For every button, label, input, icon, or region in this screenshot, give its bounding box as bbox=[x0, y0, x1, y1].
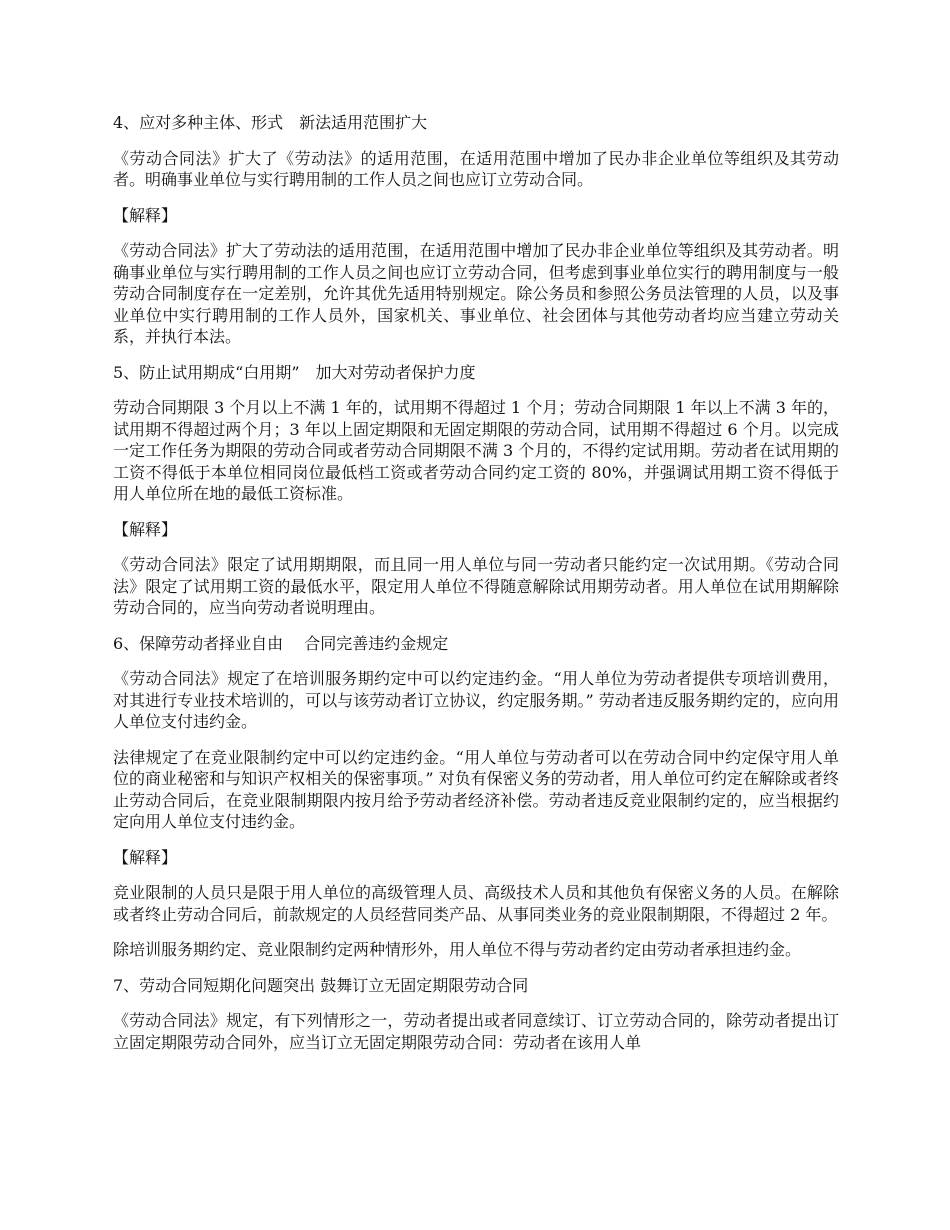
paragraph: 《劳动合同法》规定了在培训服务期约定中可以约定违约金。“用人单位为劳动者提供专项培训费用，对其进行专业技术培训的，可以与该劳动者订立协议，约定服务期。” 劳动者违反服务期约定的，应向用人单位支付违约金。 bbox=[113, 669, 839, 731]
paragraph: 劳动合同期限 3 个月以上不满 1 年的，试用期不得超过 1 个月；劳动合同期限 1 年以上不满 3 年的，试用期不得超过两个月；3 年以上固定期限和无固定期限的劳动合同，试用期不得超过 6 个月。以完成一定工作任务为期限的劳动合同或者劳动合同期限不满 3 个月的，不得约定试用期。劳动者在试用期的工资不得低于本单位相同岗位最低档工资或者劳动合同约定工资的 80%，并强调试用期工资不得低于用人单位所在地的最低工资标准。 bbox=[113, 398, 839, 503]
explanation-label: 【解释】 bbox=[113, 205, 178, 225]
paragraph: 法律规定了在竞业限制约定中可以约定违约金。“用人单位与劳动者可以在劳动合同中约定保守用人单位的商业秘密和与知识产权相关的保密事项。” 对负有保密义务的劳动者，用人单位可约定在解除或者终止劳动合同后，在竞业限制期限内按月给予劳动者经济补偿。劳动者违反竞业限制约定的，应当根据约定向用人单位支付违约金。 bbox=[113, 747, 839, 831]
paragraph: 《劳动合同法》规定，有下列情形之一，劳动者提出或者同意续订、订立劳动合同的，除劳动者提出订立固定期限劳动合同外，应当订立无固定期限劳动合同：劳动者在该用人单 bbox=[113, 1011, 839, 1052]
paragraph: 除培训服务期约定、竞业限制约定两种情形外，用人单位不得与劳动者约定由劳动者承担违约金。 bbox=[113, 940, 802, 959]
explanation-label: 【解释】 bbox=[113, 847, 178, 867]
explanation-label: 【解释】 bbox=[113, 519, 178, 539]
section-heading-5: 5、防止试用期成“白用期” 加大对劳动者保护力度 bbox=[113, 362, 476, 382]
paragraph: 《劳动合同法》限定了试用期期限，而且同一用人单位与同一劳动者只能约定一次试用期。《劳动合同法》限定了试用期工资的最低水平，限定用人单位不得随意解除试用期劳动者。用人单位在试用期解除劳动合同的，应当向劳动者说明理由。 bbox=[113, 555, 839, 617]
section-heading-4: 4、应对多种主体、形式 新法适用范围扩大 bbox=[113, 113, 428, 132]
paragraph: 《劳动合同法》扩大了劳动法的适用范围，在适用范围中增加了民办非企业单位等组织及其劳动者。明确事业单位与实行聘用制的工作人员之间也应订立劳动合同，但考虑到事业单位实行的聘用制度与一般劳动合同制度存在一定差别，允许其优先适用特别规定。除公务员和参照公务员法管理的人员，以及事业单位中实行聘用制的工作人员外，国家机关、事业单位、社会团体与其他劳动者均应当建立劳动关系，并执行本法。 bbox=[113, 241, 839, 346]
section-heading-6: 6、保障劳动者择业自由 合同完善违约金规定 bbox=[113, 633, 449, 653]
paragraph: 竞业限制的人员只是限于用人单位的高级管理人员、高级技术人员和其他负有保密义务的人员。在解除或者终止劳动合同后，前款规定的人员经营同类产品、从事同类业务的竞业限制期限，不得超过 2 年。 bbox=[113, 883, 839, 924]
paragraph: 《劳动合同法》扩大了《劳动法》的适用范围，在适用范围中增加了民办非企业单位等组织及其劳动者。明确事业单位与实行聘用制的工作人员之间也应订立劳动合同。 bbox=[113, 148, 839, 189]
section-heading-7: 7、劳动合同短期化问题突出 鼓舞订立无固定期限劳动合同 bbox=[113, 975, 529, 995]
document-body bbox=[113, 112, 839, 1067]
